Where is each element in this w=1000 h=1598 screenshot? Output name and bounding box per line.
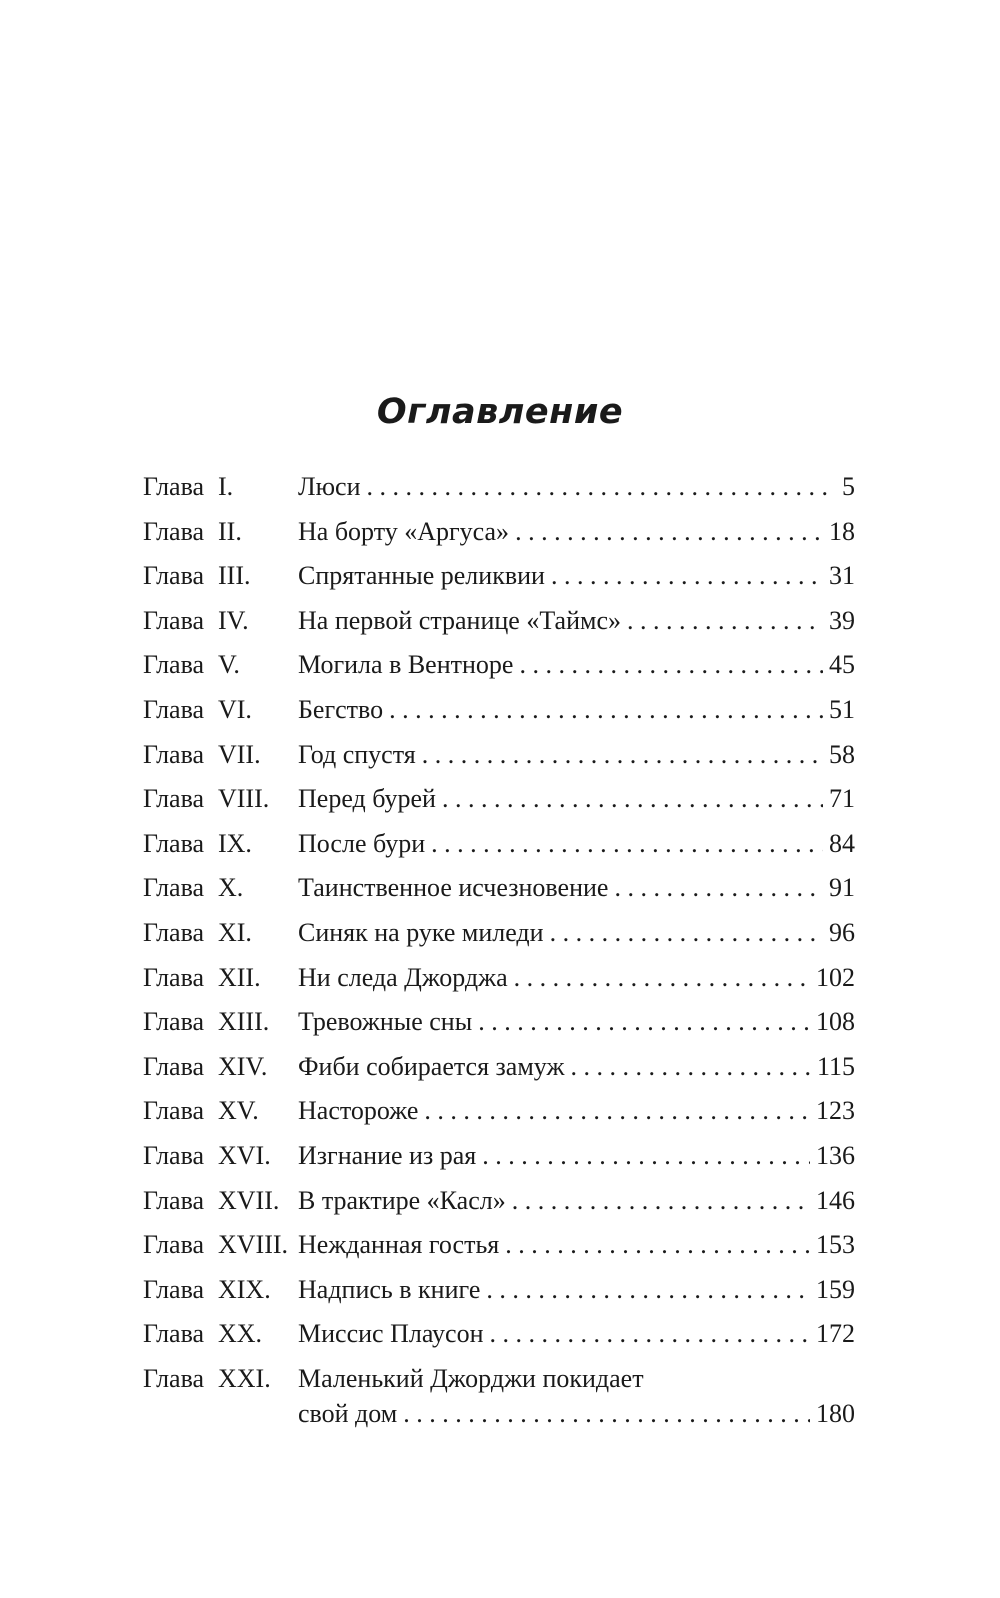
dot-leader (431, 822, 823, 867)
chapter-number: V. (218, 650, 240, 680)
chapter-number: X. (218, 873, 244, 903)
chapter-word: Глава (143, 1140, 205, 1170)
toc-entry (143, 1268, 855, 1313)
toc-entry (143, 911, 855, 956)
page-number: 123 (816, 1096, 855, 1126)
page-number: 102 (816, 962, 855, 992)
chapter-title: Спрятанные реликвии (298, 561, 545, 591)
chapter-number: XV. (218, 1096, 259, 1126)
chapter-number: XIV. (218, 1051, 268, 1081)
chapter-number: IX. (218, 828, 252, 858)
dot-leader (424, 1089, 810, 1134)
chapter-word: Глава (143, 1007, 205, 1037)
chapter-title: Миссис Плаусон (298, 1319, 484, 1349)
dot-leader (614, 866, 823, 911)
dot-leader (490, 1312, 811, 1357)
chapter-word: Глава (143, 784, 205, 814)
toc-entry (143, 1045, 855, 1090)
toc-entry (143, 510, 855, 555)
dot-leader (422, 733, 823, 778)
toc-entry (143, 1089, 855, 1134)
chapter-title: Год спустя (298, 739, 416, 769)
chapter-label (143, 1089, 298, 1134)
chapter-label (143, 465, 298, 510)
toc-entry (143, 733, 855, 778)
chapter-label (143, 1134, 298, 1179)
page-number: 71 (829, 784, 855, 814)
dot-leader (551, 554, 823, 599)
chapter-label (143, 643, 298, 688)
dot-leader (515, 510, 823, 555)
page-number: 96 (829, 917, 855, 947)
dot-leader (514, 956, 810, 1001)
chapter-number: XXI. (218, 1363, 271, 1393)
chapter-title: На борту «Аргуса» (298, 516, 510, 546)
chapter-number: IV. (218, 605, 249, 635)
chapter-number: XVIII. (218, 1230, 289, 1260)
chapter-title: Могила в Вентноре (298, 650, 514, 680)
chapter-word: Глава (143, 650, 205, 680)
page-number: 180 (816, 1399, 855, 1429)
toc-entry (143, 643, 855, 688)
page-number: 108 (816, 1007, 855, 1037)
page-number: 5 (842, 472, 855, 501)
chapter-title: Люси (298, 472, 361, 501)
dot-leader (403, 1401, 810, 1427)
chapter-number: VI. (218, 694, 252, 724)
chapter-label (143, 510, 298, 555)
chapter-title-line-1: Маленький Джорджи покидает (298, 1363, 644, 1393)
toc-entry (143, 1000, 855, 1045)
chapter-label (143, 733, 298, 778)
chapter-title: Перед бурей (298, 784, 436, 814)
chapter-title: После бури (298, 828, 426, 858)
chapter-word: Глава (143, 1185, 205, 1215)
page-number: 51 (829, 694, 855, 724)
page-number: 31 (829, 561, 855, 591)
page-number: 58 (829, 739, 855, 769)
dot-leader (482, 1134, 810, 1179)
chapter-word: Глава (143, 739, 205, 769)
chapter-title: Настороже (298, 1096, 419, 1126)
chapter-word: Глава (143, 962, 205, 992)
dot-leader (389, 688, 823, 733)
chapter-label (143, 911, 298, 956)
chapter-title: Ни следа Джорджа (298, 962, 508, 992)
dot-leader (570, 1045, 811, 1090)
chapter-label (143, 1357, 298, 1402)
dot-leader (550, 911, 823, 956)
table-of-contents (143, 465, 855, 1437)
chapter-number: III. (218, 561, 251, 591)
toc-entry (143, 777, 855, 822)
chapter-word: Глава (143, 1051, 205, 1081)
toc-entry (143, 1179, 855, 1224)
chapter-label (143, 554, 298, 599)
chapter-title: В трактире «Касл» (298, 1185, 506, 1215)
chapter-number: II. (218, 516, 242, 546)
chapter-label (143, 1045, 298, 1090)
toc-entry (143, 956, 855, 1001)
toc-entry (143, 599, 855, 644)
chapter-title: Надпись в книге (298, 1274, 481, 1304)
chapter-label (143, 1000, 298, 1045)
chapter-label (143, 1179, 298, 1224)
chapter-label (143, 599, 298, 644)
chapter-number: VIII. (218, 784, 270, 814)
chapter-word: Глава (143, 561, 205, 591)
chapter-label (143, 1223, 298, 1268)
page-number: 39 (829, 605, 855, 635)
chapter-word: Глава (143, 1230, 205, 1260)
page-number: 45 (829, 650, 855, 680)
chapter-title: Синяк на руке миледи (298, 917, 544, 947)
page-number: 172 (816, 1319, 855, 1349)
chapter-title: Таинственное исчезновение (298, 873, 609, 903)
toc-entry (143, 554, 855, 599)
toc-entry (143, 1223, 855, 1268)
dot-leader (512, 1179, 810, 1224)
chapter-number: XI. (218, 917, 252, 947)
dot-leader (505, 1223, 810, 1268)
page-number: 115 (816, 1051, 855, 1081)
chapter-number: XIII. (218, 1007, 270, 1037)
page-number: 18 (829, 516, 855, 546)
dot-leader (519, 643, 823, 688)
chapter-title: Изгнание из рая (298, 1140, 477, 1170)
chapter-word: Глава (143, 828, 205, 858)
toc-entry (143, 1134, 855, 1179)
chapter-word: Глава (143, 472, 205, 501)
page-number: 136 (816, 1140, 855, 1170)
chapter-title: Фиби собирается замуж (298, 1051, 565, 1081)
chapter-label (143, 956, 298, 1001)
chapter-word: Глава (143, 694, 205, 724)
page-number: 153 (816, 1230, 855, 1260)
chapter-number: XVII. (218, 1185, 280, 1215)
chapter-number: VII. (218, 739, 261, 769)
chapter-label (143, 866, 298, 911)
chapter-number: XII. (218, 962, 261, 992)
toc-entry (143, 688, 855, 733)
chapter-title: Нежданная гостья (298, 1230, 500, 1260)
chapter-word: Глава (143, 1274, 205, 1304)
chapter-label (143, 1268, 298, 1313)
chapter-word: Глава (143, 516, 205, 546)
chapter-word: Глава (143, 605, 205, 635)
page-number: 159 (816, 1274, 855, 1304)
chapter-word: Глава (143, 1363, 205, 1393)
chapter-title: Бегство (298, 694, 384, 724)
chapter-word: Глава (143, 917, 205, 947)
chapter-label (143, 1312, 298, 1357)
dot-leader (442, 777, 823, 822)
chapter-word: Глава (143, 1319, 205, 1349)
chapter-number: I. (218, 472, 234, 501)
chapter-label (143, 777, 298, 822)
chapter-number: XVI. (218, 1140, 271, 1170)
dot-leader (367, 465, 836, 510)
chapter-word: Глава (143, 873, 205, 903)
toc-entry (143, 465, 855, 510)
chapter-title: Тревожные сны (298, 1007, 473, 1037)
dot-leader (478, 1000, 810, 1045)
chapter-title-line-2: свой дом (298, 1399, 398, 1429)
chapter-label (143, 822, 298, 867)
page-title: Оглавление (376, 392, 624, 432)
toc-entry (143, 866, 855, 911)
page-number: 84 (829, 828, 855, 858)
chapter-title: На первой странице «Таймс» (298, 605, 622, 635)
chapter-number: XIX. (218, 1274, 271, 1304)
chapter-number: XX. (218, 1319, 263, 1349)
page-number: 146 (816, 1185, 855, 1215)
dot-leader (627, 599, 823, 644)
toc-entry (143, 1312, 855, 1357)
toc-entry (143, 822, 855, 867)
chapter-label (143, 688, 298, 733)
chapter-word: Глава (143, 1096, 205, 1126)
dot-leader (486, 1268, 810, 1313)
page-number: 91 (829, 873, 855, 903)
toc-entry (143, 1357, 855, 1437)
